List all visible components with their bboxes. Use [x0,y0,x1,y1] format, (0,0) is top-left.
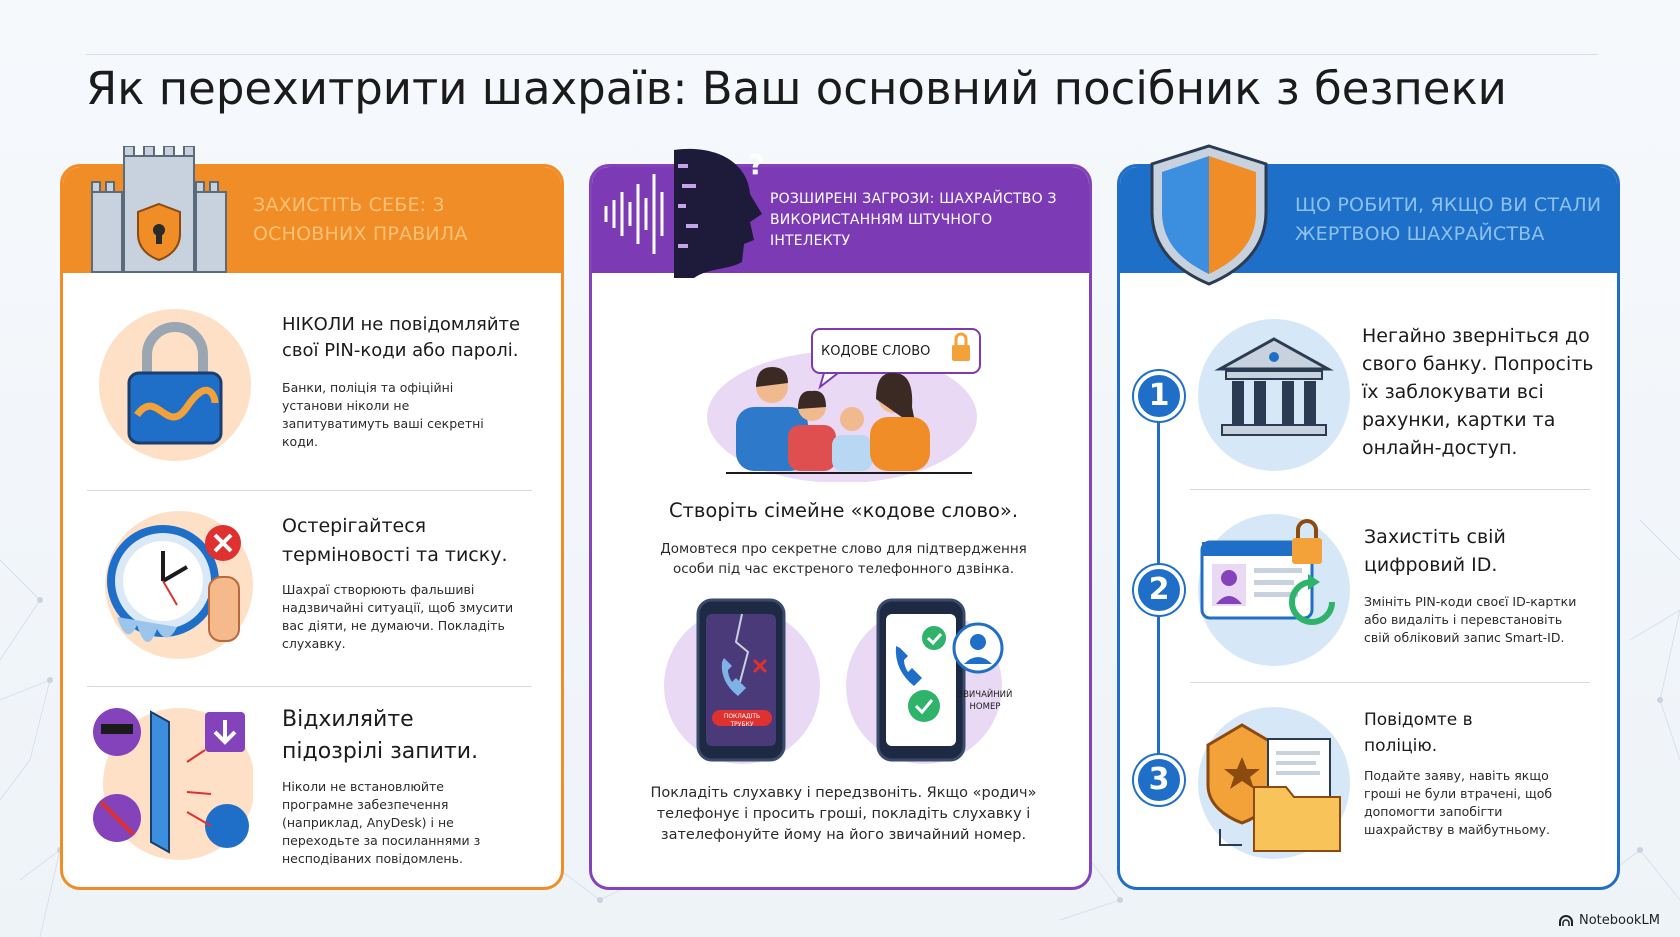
ai-voice-face-icon [598,144,770,284]
protect-rule-3-title: Відхиляйте підозрілі запити. [282,707,479,764]
divider [1190,682,1590,683]
shield-icon [1148,142,1270,288]
protect-rule-3-desc: Ніколи не встановлюйте програмне забезпечення (наприклад, AnyDesk) і не переходьте за посиланнями з несподіваних повідомлень. [282,779,481,866]
notebooklm-brand: NotebookLM [1579,913,1660,928]
family-code-word-desc: Домовтеся про секретне слово для підтвердження особи під час екстреного телефонного дзвінка. [660,541,1027,577]
top-rule [86,54,1598,55]
protect-rule-1-desc: Банки, поліція та офіційні установи ніколи не запитуватимуть ваші секретні коди. [282,380,484,449]
step-3-title: Повідомте в поліцію. [1364,710,1473,756]
svg-text:?: ? [748,148,765,181]
regular-number-label: ЗВИЧАЙНИЙ НОМЕР [957,690,1013,712]
notebooklm-watermark [1558,913,1660,928]
divider [87,490,532,491]
protect-rule-2 [63,507,561,677]
padlock-icon [97,307,253,463]
melting-clock-icon [97,507,253,663]
code-word-bubble-label: КОДОВЕ СЛОВО [821,344,931,359]
step-3-desc: Подайте заяву, навіть якщо гроші не були втрачені, щоб допомогти запобігти шахрайству в майбутньому. [1364,768,1553,837]
protect-rule-1 [63,307,561,477]
shield-wall-icon [87,702,253,862]
police-badge-icon [1196,705,1352,861]
page-title: Як перехитрити шахраїв: Ваш основний посібник з безпеки [86,62,1507,115]
divider [1190,489,1590,490]
protect-rule-1-title: НІКОЛИ не повідомляйте свої PIN-коди або паролі. [282,314,521,361]
protect-rule-2-title: Остерігайтеся терміновості та тиску. [282,515,508,566]
family-code-word-title: Створіть сімейне «кодове слово». [668,499,1019,522]
victim-panel-title: ЩО РОБИТИ, ЯКЩО ВИ СТАЛИ ЖЕРТВОЮ ШАХРАЙСТВА [1295,194,1602,245]
step-1-badge: 1 [1134,371,1184,421]
hang-up-button-label: ПОКЛАДІТЬ ТРУБКУ [723,713,761,728]
ai-threats-panel-title: РОЗШИРЕНІ ЗАГРОЗИ: ШАХРАЙСТВО З ВИКОРИСТАННЯМ ШТУЧНОГО ІНТЕЛЕКТУ [770,191,1057,249]
divider [87,686,532,687]
family-code-word-illustration [702,307,982,482]
step-2-badge: 2 [1134,565,1184,615]
step-2-desc: Змініть PIN-коди своєї ID-картки або видаліть і перевстановіть свій обліковий запис Smart-ID. [1364,594,1577,645]
step-3-badge: 3 [1134,755,1184,805]
phone-comparison-illustration [662,592,1022,770]
step-1-title: Негайно зверніться до свого банку. Попросіть їх заблокувати всі рахунки, картки та онлайн-доступ. [1362,325,1594,459]
protect-panel-title: ЗАХИСТІТЬ СЕБЕ: 3 ОСНОВНИХ ПРАВИЛА [253,194,468,245]
protect-rule-2-desc: Шахраї створюють фальшиві надзвичайні ситуації, щоб змусити вас діяти, не думаючи. Покладіть слухавку. [282,582,514,651]
protect-rule-3 [63,702,561,882]
castle-icon [84,146,234,278]
notebooklm-logo-icon [1558,914,1574,928]
id-card-icon [1196,512,1352,668]
step-2-title: Захистіть свій цифровий ID. [1364,526,1506,576]
bank-icon [1196,317,1352,473]
callback-desc: Покладіть слухавку і передзвоніть. Якщо «родич» телефонує і просить гроші, покладіть слухавку і зателефонуйте йому на його звичайний номер. [650,785,1037,843]
